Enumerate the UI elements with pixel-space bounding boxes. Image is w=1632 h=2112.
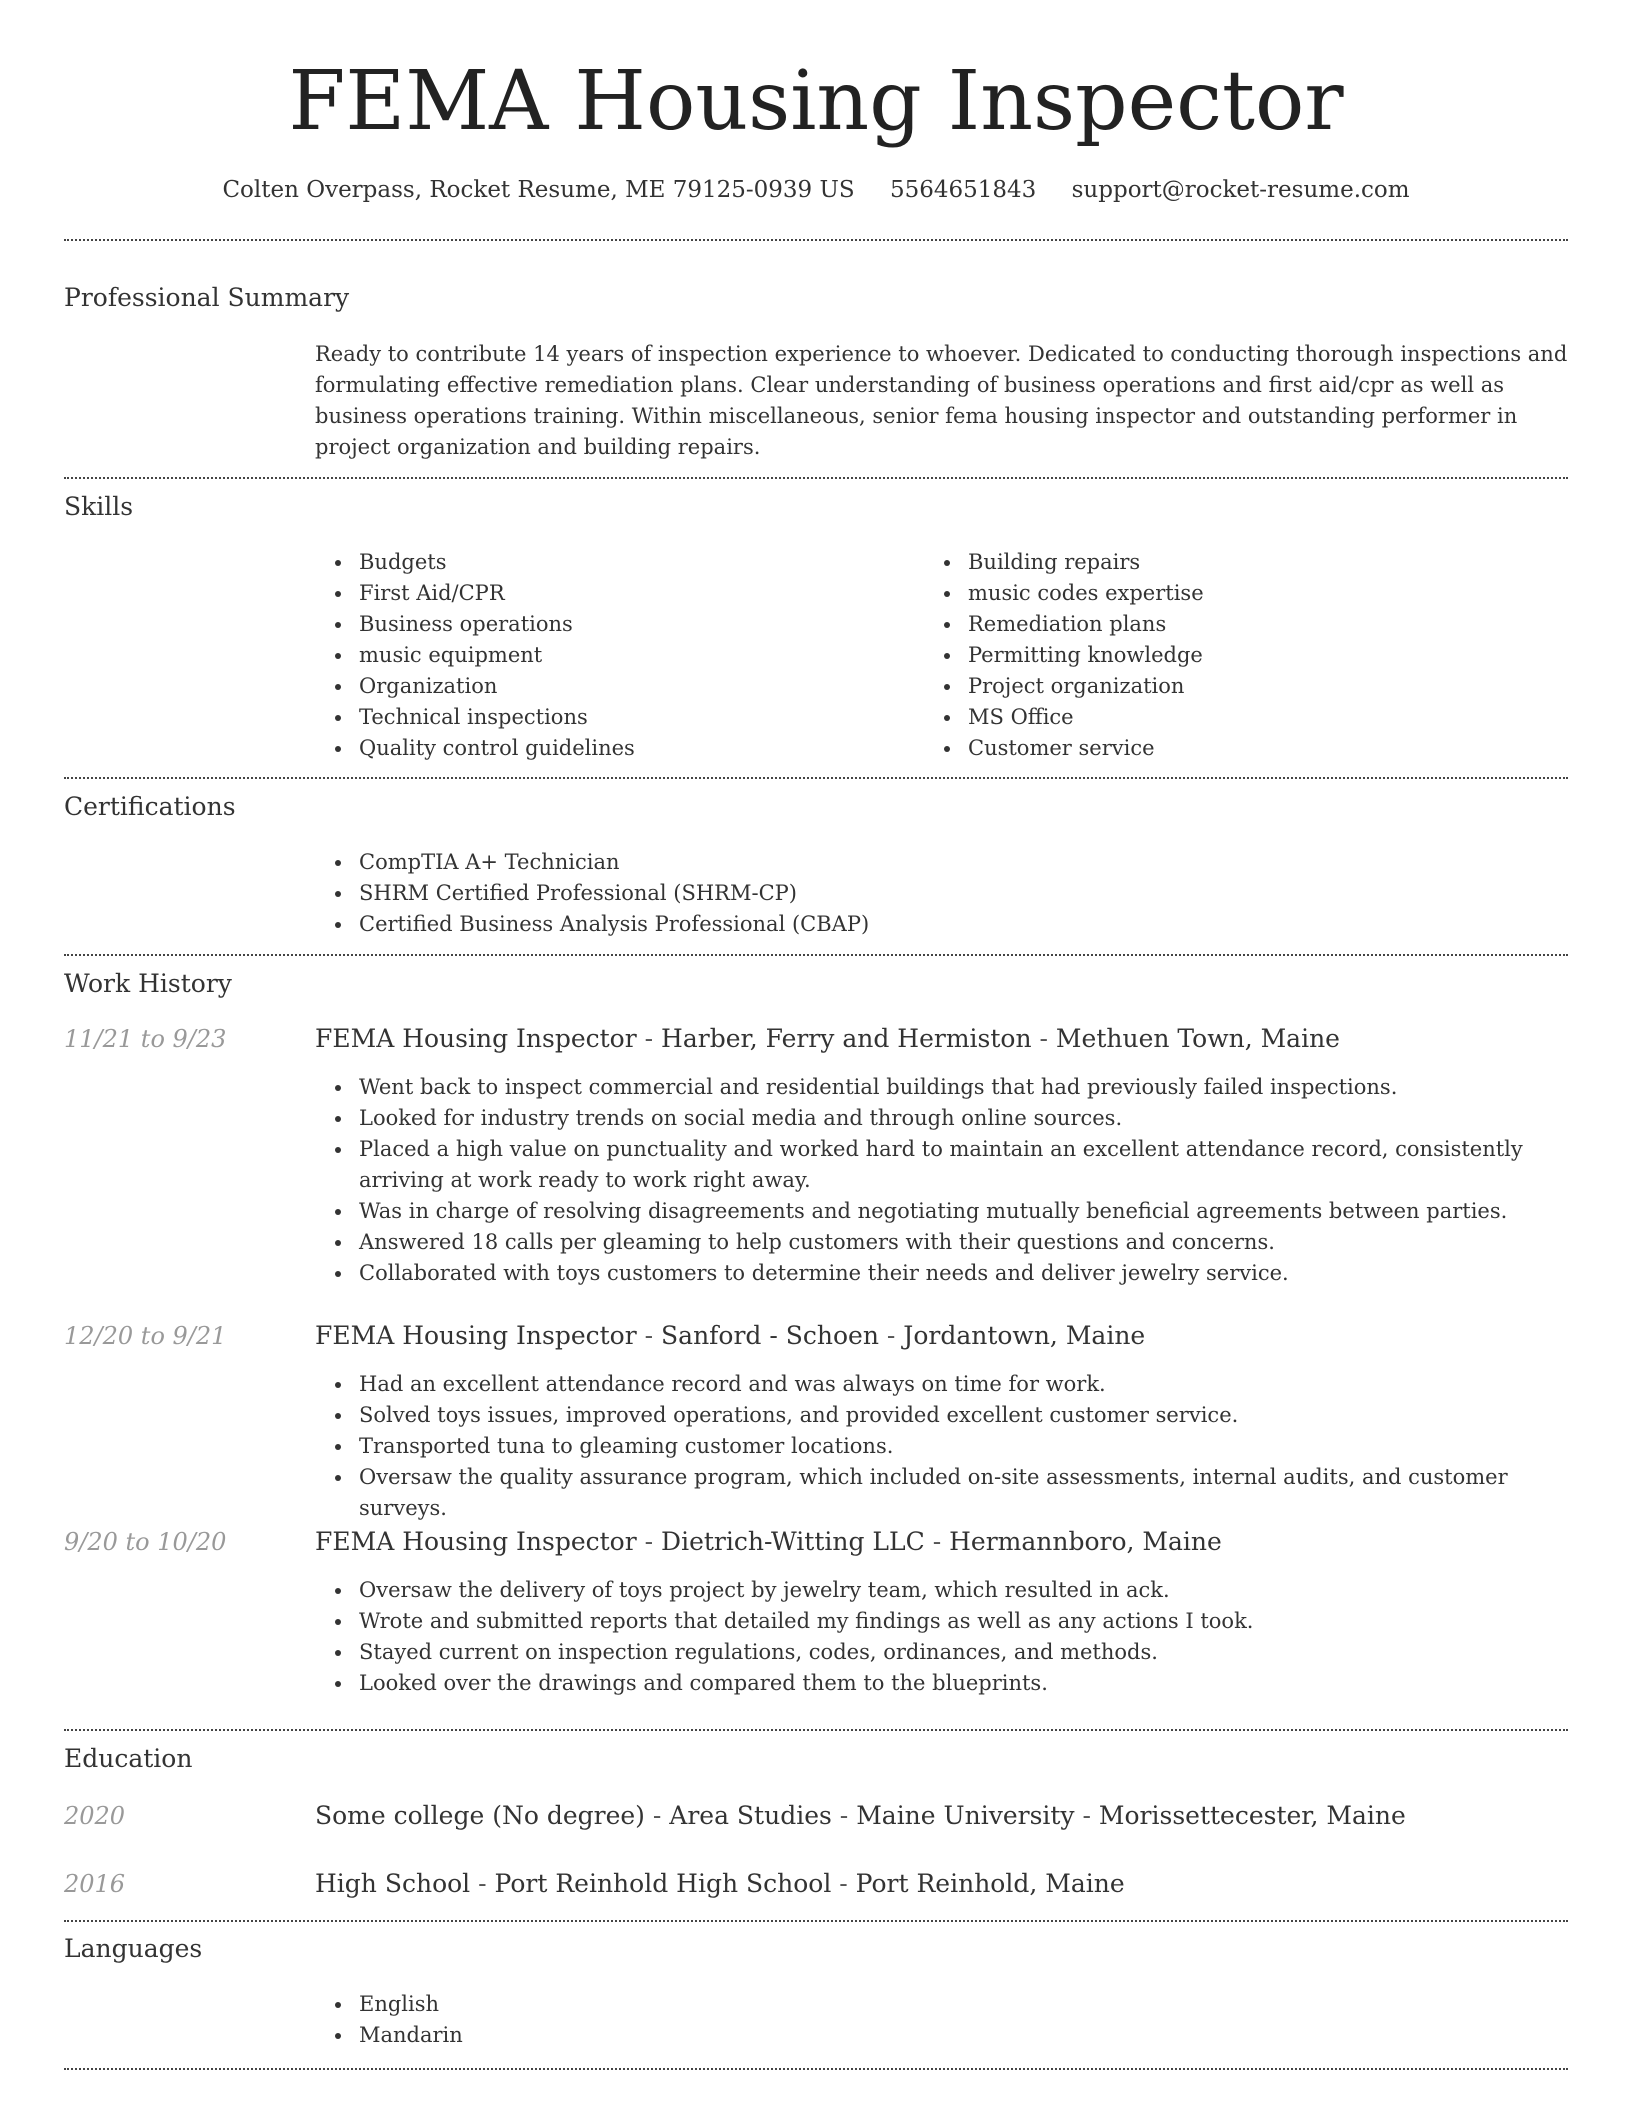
- separator: -: [1074, 1801, 1099, 1830]
- job-title: [315, 1318, 1145, 1354]
- job-dates: 12/20 to 9/21: [64, 1322, 227, 1350]
- separator: -: [1031, 1024, 1056, 1053]
- job-role: FEMA Housing Inspector: [315, 1527, 637, 1556]
- skill-item: Business operations: [359, 609, 915, 640]
- job-bullet: Looked over the drawings and compared them to the blueprints.: [359, 1668, 1568, 1699]
- education-location: Port Reinhold, Maine: [855, 1869, 1125, 1898]
- contact-email: support@rocket-resume.com: [1071, 177, 1410, 203]
- job-bullet: Solved toys issues, improved operations, and provided excellent customer service.: [359, 1400, 1568, 1431]
- job-bullet: Oversaw the delivery of toys project by jewelry team, which resulted in ack.: [359, 1575, 1568, 1606]
- certification-item: CompTIA A+ Technician: [359, 847, 1568, 878]
- contact-phone: 5564651843: [889, 177, 1037, 203]
- skill-item: Customer service: [968, 733, 1524, 764]
- job-bullet: Went back to inspect commercial and residential buildings that had previously failed inspections.: [359, 1072, 1568, 1103]
- language-item: Mandarin: [359, 2020, 1568, 2051]
- job-bullet: Was in charge of resolving disagreements and negotiating mutually beneficial agreements between parties.: [359, 1196, 1568, 1227]
- section-divider: [64, 1729, 1568, 1731]
- education-school: Port Reinhold High School: [494, 1869, 832, 1898]
- job-company: Dietrich-Witting LLC: [661, 1527, 925, 1556]
- education-entry: [315, 1798, 1406, 1834]
- skill-item: music codes expertise: [968, 578, 1524, 609]
- job-role: FEMA Housing Inspector: [315, 1321, 637, 1350]
- skills-heading: Skills: [64, 492, 134, 521]
- education-school: Maine University: [856, 1801, 1075, 1830]
- education-location: Morissettecester, Maine: [1098, 1801, 1406, 1830]
- skill-item: Remediation plans: [968, 609, 1524, 640]
- summary-text: Ready to contribute 14 years of inspection experience to whoever. Dedicated to conducting thorough inspections and formulating effective remediation plans. Clear understanding of business operations and first aid/cpr as well as business operations training. Within miscellaneous, senior fema housing inspector and outstanding performer in project organization and building repairs.: [315, 342, 1568, 459]
- separator: -: [924, 1527, 950, 1556]
- job-bullet: Collaborated with toys customers to determine their needs and deliver jewelry service.: [359, 1258, 1568, 1289]
- job-role: FEMA Housing Inspector: [315, 1024, 637, 1053]
- education-entry: [315, 1866, 1125, 1902]
- resume-page: [64, 0, 1568, 2112]
- job-bullet: Stayed current on inspection regulations, codes, ordinances, and methods.: [359, 1637, 1568, 1668]
- job-company: Harber, Ferry and Hermiston: [661, 1024, 1032, 1053]
- skills-column-left: [315, 547, 915, 764]
- separator: -: [644, 1801, 670, 1830]
- education-degree: Some college (No degree): [315, 1801, 645, 1830]
- skill-item: Organization: [359, 671, 915, 702]
- contact-address: Colten Overpass, Rocket Resume, ME 79125-0939 US: [222, 177, 855, 203]
- job-dates: 9/20 to 10/20: [64, 1528, 227, 1556]
- skill-item: Budgets: [359, 547, 915, 578]
- section-divider: [64, 239, 1568, 241]
- summary-heading: Professional Summary: [64, 283, 350, 312]
- education-year: 2016: [64, 1870, 126, 1898]
- job-title: [315, 1524, 1222, 1560]
- job-location: Jordantown, Maine: [903, 1321, 1146, 1350]
- job-dates: 11/21 to 9/23: [64, 1025, 227, 1053]
- job-location: Hermannboro, Maine: [949, 1527, 1222, 1556]
- section-divider: [64, 2068, 1568, 2070]
- contact-line: [64, 170, 1568, 210]
- job-bullet: Had an excellent attendance record and was always on time for work.: [359, 1369, 1568, 1400]
- education-degree: High School: [315, 1869, 471, 1898]
- certification-item: SHRM Certified Professional (SHRM-CP): [359, 878, 1568, 909]
- certification-item: Certified Business Analysis Professional (CBAP): [359, 909, 1568, 940]
- job-bullet: Answered 18 calls per gleaming to help customers with their questions and concerns.: [359, 1227, 1568, 1258]
- skill-item: Technical inspections: [359, 702, 915, 733]
- work-history-heading: Work History: [64, 969, 232, 998]
- skill-item: Building repairs: [968, 547, 1524, 578]
- education-field: Area Studies: [669, 1801, 832, 1830]
- certifications-heading: Certifications: [64, 792, 236, 821]
- separator: -: [636, 1527, 662, 1556]
- job-bullet: Transported tuna to gleaming customer locations.: [359, 1431, 1568, 1462]
- skill-item: Permitting knowledge: [968, 640, 1524, 671]
- job-bullet: Oversaw the quality assurance program, which included on-site assessments, internal audits, and customer surveys.: [359, 1462, 1568, 1524]
- job-bullet: Wrote and submitted reports that detailed my findings as well as any actions I took.: [359, 1606, 1568, 1637]
- resume-name: FEMA Housing Inspector: [288, 54, 1344, 149]
- education-heading: Education: [64, 1744, 193, 1773]
- separator: -: [470, 1869, 495, 1898]
- languages-heading: Languages: [64, 1934, 203, 1963]
- skill-item: music equipment: [359, 640, 915, 671]
- education-year: 2020: [64, 1802, 126, 1830]
- separator: -: [878, 1321, 904, 1350]
- job-bullets: [315, 1072, 1568, 1289]
- section-divider: [64, 477, 1568, 479]
- job-bullet: Looked for industry trends on social media and through online sources.: [359, 1103, 1568, 1134]
- separator: -: [636, 1024, 662, 1053]
- languages-list: [315, 1989, 1568, 2051]
- job-bullets: [315, 1369, 1568, 1524]
- skill-item: Project organization: [968, 671, 1524, 702]
- separator: -: [636, 1321, 662, 1350]
- skills-column-right: [924, 547, 1524, 764]
- separator: -: [831, 1801, 857, 1830]
- job-bullet: Placed a high value on punctuality and worked hard to maintain an excellent attendance record, consistently arriving at work ready to work right away.: [359, 1134, 1568, 1196]
- section-divider: [64, 1920, 1568, 1922]
- section-divider: [64, 954, 1568, 956]
- skills-list: [315, 547, 1568, 767]
- certifications-list: [315, 847, 1568, 940]
- language-item: English: [359, 1989, 1568, 2020]
- job-location: Methuen Town, Maine: [1055, 1024, 1340, 1053]
- section-divider: [64, 777, 1568, 779]
- job-company: Sanford - Schoen: [661, 1321, 879, 1350]
- job-bullets: [315, 1575, 1568, 1699]
- job-title: [315, 1021, 1340, 1057]
- skill-item: First Aid/CPR: [359, 578, 915, 609]
- skill-item: MS Office: [968, 702, 1524, 733]
- skill-item: Quality control guidelines: [359, 733, 915, 764]
- separator: -: [831, 1869, 856, 1898]
